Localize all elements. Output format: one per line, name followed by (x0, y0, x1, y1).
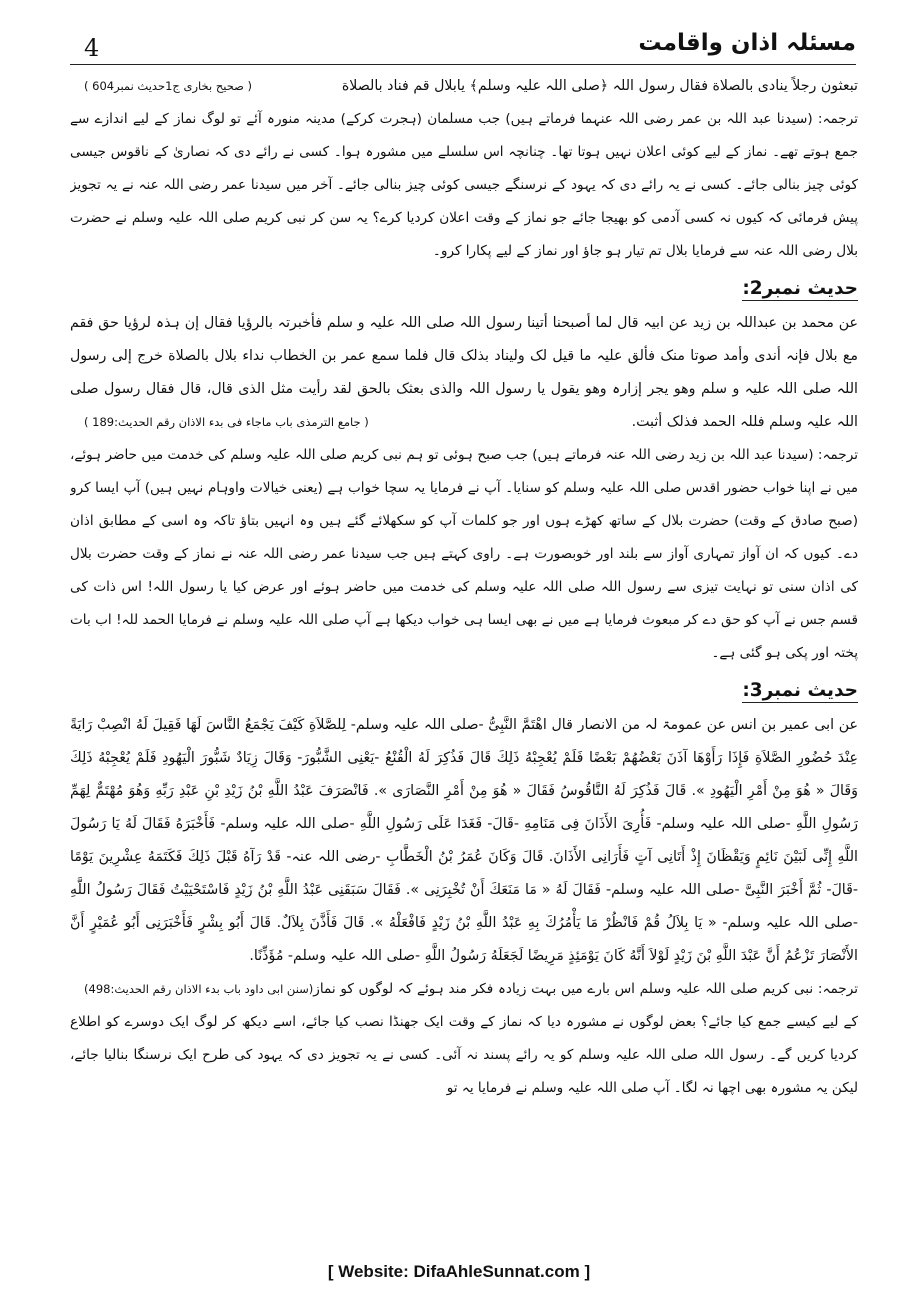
page-number: 4 (84, 34, 100, 62)
hadith-1-translation-text: (سیدنا عبد اللہ بن عمر رضی اللہ عنہما فرماتے ہیں) جب مسلمان (ہجرت کرکے) مدینہ منورہ آئے تو لوگ نماز کے لیے اندازے سے جمع ہوتے تھے۔ نماز کے لیے کوئی اعلان نہیں ہوتا تھا۔ چنانچہ اس سلسلے میں مشورہ ہوا۔ کسی نے رائے دی کہ نصاریٰ کے ناقوس جیسی کوئی چیز بنالی جائے۔ کسی نے یہ رائے دی کہ یہود کے نرسنگے جیسی کوئی چیز بنالی جائے۔ آخر میں سیدنا عمر رضی اللہ عنہ نے یہ تجویز پیش فرمائی کہ کیوں نہ کسی آدمی کو بھیجا جائے جو نماز کے وقت اعلان کردیا کرے؟ یہ سن کر نبی کریم صلی اللہ علیہ وسلم نے حضرت بلال رضی اللہ عنہ سے فرمایا بلال تم تیار ہو جاؤ اور نماز کے لیے پکارا کرو۔ (70, 111, 858, 259)
book-title: مسئلہ اذان واقامت (638, 30, 856, 56)
hadith-2-arabic (70, 307, 858, 439)
hadith-2-arabic-text: عن محمد بن عبداللہ بن زید عن ابیہ قال لما أصبحنا أتینا رسول اللہ صلی اللہ علیہ و سلم فأخبرتہ بالرؤیا فقال إن ہذہ لرؤیا حق فقم مع بلال فإنہ أندی وأمد صوتا منک فألق علیہ ما قیل لک ولیناد بذلک قال فلما سمع عمر بن الخطاب نداء بلال بالصلاة خرج إلی رسول اللہ صلی اللہ علیہ و سلم وھو یجر إزارہ وھو یقول یا رسول اللہ والذی بعثک بالحق لقد رأیت مثل الذی قال، قال فقال رسول صلی اللہ علیہ وسلم فللہ الحمد فذلک أثبت. (70, 315, 858, 430)
hadith-2-reference: ( جامع الترمذی باب ماجاء فی بدء الاذان رقم الحدیث:189 ) (84, 415, 369, 429)
page-header (70, 26, 856, 66)
hadith-2-translation-text: (سیدنا عبد اللہ بن زید رضی اللہ عنہ فرماتے ہیں) جب صبح ہوئی تو ہم نبی کریم صلی اللہ علیہ وسلم کی خدمت میں حاضر ہوئے، میں نے اپنا خواب حضور اقدس صلی اللہ علیہ وسلم کو سنایا۔ آپ نے فرمایا یہ سچا خواب ہے (یعنی خیالات واوہام نہیں ہیں) آپ ایسا کرو (صبح صادق کے وقت) حضرت بلال کے ساتھ کھڑے ہوں اور جو کلمات آپ کو سکھلائے گئے ہیں وہ انہیں بتاؤ تاکہ وہ اسی کے مطابق اذان دے۔ کیوں کہ ان آواز تمہاری آواز سے بلند اور خوبصورت ہے۔ راوی کہتے ہیں جب سیدنا عمر رضی اللہ عنہ نے نماز کے وقت حضرت بلال کی اذان سنی تو نہایت تیزی سے رسول اللہ صلی اللہ علیہ وسلم کی خدمت میں حاضر ہوئے اور عرض کیا یا رسول اللہ! اس ذات کی قسم جس نے آپ کو حق دے کر مبعوث فرمایا ہے میں نے بھی ایسا ہی خواب دیکھا ہے آپ صلی اللہ علیہ وسلم نے فرمایا الحمد للہ! اب بات پختہ اور پکی ہو گئی ہے۔ (70, 447, 858, 661)
hadith-1-arabic-text: تبعثون رجلاً ینادی بالصلاة فقال رسول اللہ ﴿صلی اللہ علیہ وسلم﴾ یابلال قم فناد بالصلاة (341, 78, 858, 94)
hadith-2-heading-text: حدیث نمبر2: (742, 278, 858, 299)
page-content (70, 70, 858, 1250)
header-divider (70, 64, 856, 65)
translation-label: ترجمہ: (817, 981, 858, 997)
hadith-2-heading (70, 270, 858, 307)
hadith-1-reference: ( صحیح بخاری ج1حدیث نمبر604 ) (84, 79, 253, 93)
hadith-1-arabic-tail (70, 70, 858, 103)
hadith-3-heading (70, 672, 858, 709)
hadith-2-translation (70, 439, 858, 670)
translation-label: ترجمہ: (817, 111, 858, 127)
hadith-3-heading-text: حدیث نمبر3: (742, 680, 858, 701)
hadith-1-translation (70, 103, 858, 268)
website-footer: [ Website: DifaAhleSunnat.com ] (327, 1262, 591, 1281)
hadith-3-translation-text: نبی کریم صلی اللہ علیہ وسلم اس بارے میں بہت زیادہ فکر مند ہوئے کہ لوگوں کو نماز کے لیے کیسے جمع کیا جائے؟ بعض لوگوں نے مشورہ دیا کہ نماز کے وقت ایک جھنڈا نصب کیا جائے، اسے دیکھ کر لوگ ایک دوسرے کو اطلاع کردیا کریں گے۔ رسول اللہ صلی اللہ علیہ وسلم کو یہ رائے پسند نہ آئی۔ کسی نے یہ تجویز دی کہ یہود کی طرح ایک نرسنگا بنالیا جائے، لیکن یہ مشورہ بھی اچھا نہ لگا۔ آپ صلی اللہ علیہ وسلم نے فرمایا یہ تو (70, 981, 858, 1096)
hadith-3-arabic-text: عن ابی عمیر بن انس عن عمومۃ لہ من الانصار قال اهْتَمَّ النَّبِیُّ -صلی اللہ علیہ وسلم- لِلصَّلاَةِ كَيْفَ يَجْمَعُ النَّاسَ لَهَا فَقِيلَ لَهُ انْصِبْ رَايَةً عِنْدَ حُضُورِ الصَّلاَةِ فَإِذَا رَأَوْهَا آذَنَ بَعْضُهُمْ بَعْضًا فَلَمْ يُعْجِبْهُ ذَلِكَ قَالَ فَذُكِرَ لَهُ الْقُنْعُ -يَعْنِى الشَّبُّورَ- وَقَالَ زِيَادٌ شَبُّورَ الْيَهُودِ فَلَمْ يُعْجِبْهُ ذَلِكَ وَقَالَ « هُوَ مِنْ أَمْرِ الْيَهُودِ ». قَالَ فَذُكِرَ لَهُ النَّاقُوسُ فَقَالَ « هُوَ مِنْ أَمْرِ النَّصَارَى ». فَانْصَرَفَ عَبْدُ اللَّهِ بْنُ زَيْدِ بْنِ عَبْدِ رَبِّهِ وَهُوَ مُهْتَمٌّ لِهَمِّ رَسُولِ اللَّهِ -صلی اللہ علیہ وسلم- فَأُرِىَ الأَذَانَ فِى مَنَامِهِ -قَالَ- فَغَدَا عَلَى رَسُولِ اللَّهِ -صلی اللہ علیہ وسلم- فَأَخْبَرَهُ فَقَالَ لَهُ يَا رَسُولَ اللَّهِ إِنِّى لَبَيْنَ نَائِمٍ وَيَقْظَانَ إِذْ أَتَانِى آتٍ فَأَرَانِى الأَذَانَ. قَالَ وَكَانَ عُمَرُ بْنُ الْخَطَّابِ -رضی اللہ عنہ- قَدْ رَآهُ قَبْلَ ذَلِكَ فَكَتَمَهُ عِشْرِينَ يَوْمًا -قَالَ- ثُمَّ أَخْبَرَ النَّبِیَّ -صلی اللہ علیہ وسلم- فَقَالَ لَهُ « مَا مَنَعَكَ أَنْ تُخْبِرَنِى ». فَقَالَ سَبَقَنِى عَبْدُ اللَّهِ بْنُ زَيْدٍ فَاسْتَحْيَيْتُ فَقَالَ رَسُولُ اللَّهِ -صلی اللہ علیہ وسلم- « يَا بِلاَلُ قُمْ فَانْظُرْ مَا يَأْمُرُكَ بِهِ عَبْدُ اللَّهِ بْنُ زَيْدٍ فَافْعَلْهُ ». قَالَ فَأَذَّنَ بِلاَلٌ. قَالَ أَبُو بِشْرٍ فَأَخْبَرَنِى أَبُو عُمَيْرٍ أَنَّ الأَنْصَارَ تَزْعُمُ أَنَّ عَبْدَ اللَّهِ بْنَ زَيْدٍ لَوْلاَ أَنَّهُ كَانَ يَوْمَئِذٍ مَرِيضًا لَجَعَلَهُ رَسُولُ اللَّهِ -صلی اللہ علیہ وسلم- مُؤَذِّنًا. (70, 717, 858, 964)
translation-label: ترجمہ: (817, 447, 858, 463)
hadith-3-reference: (سنن ابی داود باب بدء الاذان رقم الحدیث:498) (84, 982, 314, 996)
